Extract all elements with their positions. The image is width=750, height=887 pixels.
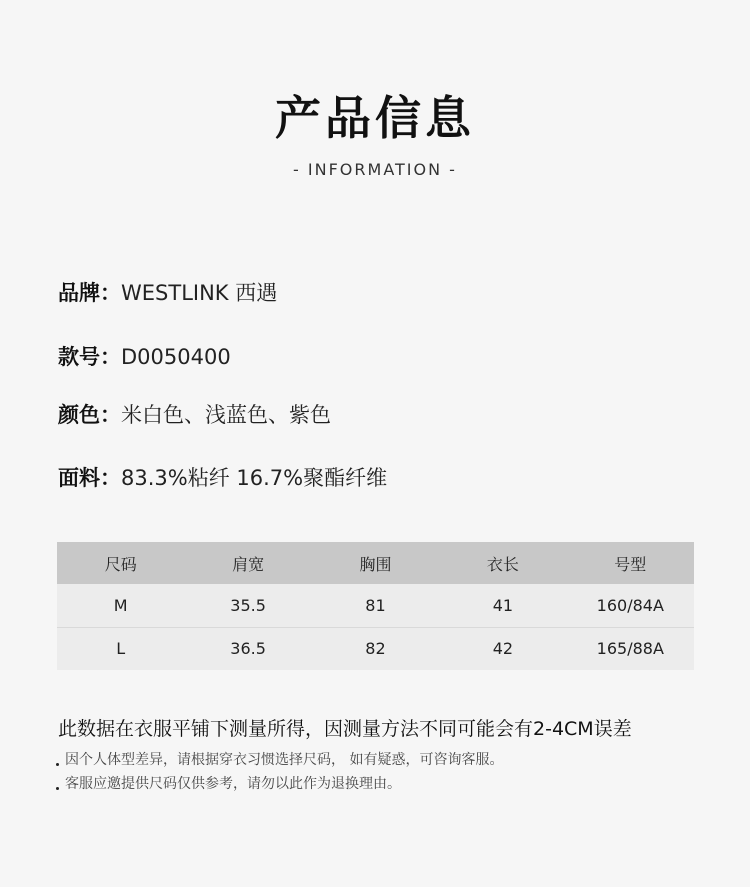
size-table-header: 胸围 bbox=[359, 554, 392, 574]
table-cell: 160/84A bbox=[596, 595, 664, 615]
table-cell: 82 bbox=[312, 627, 439, 670]
info-row-brand bbox=[58, 275, 277, 311]
table-cell: 35.5 bbox=[230, 595, 266, 615]
size-table-header: 尺码 bbox=[104, 554, 137, 574]
color-value: 米白色、浅蓝色、紫色 bbox=[121, 403, 331, 427]
info-row-style-number bbox=[58, 339, 231, 375]
bullet-dot-icon bbox=[56, 787, 59, 790]
note-item-text: 因个人体型差异，请根据穿衣习惯选择尺码， 如有疑惑，可咨询客服。 bbox=[65, 752, 504, 768]
fabric-label: 面料： bbox=[58, 466, 121, 490]
page-title: 产品信息 bbox=[275, 91, 475, 145]
table-cell: M bbox=[113, 595, 128, 615]
size-table bbox=[57, 542, 694, 670]
brand-label: 品牌： bbox=[58, 281, 121, 305]
note-item bbox=[56, 773, 401, 795]
size-table-header: 号型 bbox=[614, 554, 647, 574]
size-table-header: 肩宽 bbox=[232, 554, 265, 574]
table-cell: 81 bbox=[365, 595, 386, 615]
note-item-text: 客服应邀提供尺码仅供参考，请勿以此作为退换理由。 bbox=[65, 776, 401, 792]
style-number-value: D0050400 bbox=[121, 345, 231, 369]
style-number-label: 款号： bbox=[58, 345, 121, 369]
table-cell: 42 bbox=[439, 627, 566, 670]
table-row bbox=[57, 627, 694, 670]
table-cell: 41 bbox=[492, 595, 514, 615]
table-cell: 36.5 bbox=[184, 627, 311, 670]
size-table-header: 衣长 bbox=[486, 554, 519, 574]
bullet-dot-icon bbox=[56, 763, 59, 766]
table-row bbox=[57, 584, 694, 627]
brand-value: WESTLINK 西遇 bbox=[121, 281, 278, 305]
size-table-header-row bbox=[57, 542, 694, 584]
table-cell: 165/88A bbox=[567, 627, 694, 670]
page-subtitle: - INFORMATION - bbox=[293, 160, 457, 179]
table-cell: L bbox=[57, 627, 184, 670]
fabric-value: 83.3%粘纤 16.7%聚酯纤维 bbox=[121, 466, 388, 490]
info-row-fabric bbox=[58, 460, 387, 496]
info-row-color bbox=[58, 397, 331, 433]
color-label: 颜色： bbox=[58, 403, 121, 427]
measurement-note: 此数据在衣服平铺下测量所得，因测量方法不同可能会有2-4CM误差 bbox=[58, 718, 632, 740]
note-item bbox=[56, 749, 503, 771]
